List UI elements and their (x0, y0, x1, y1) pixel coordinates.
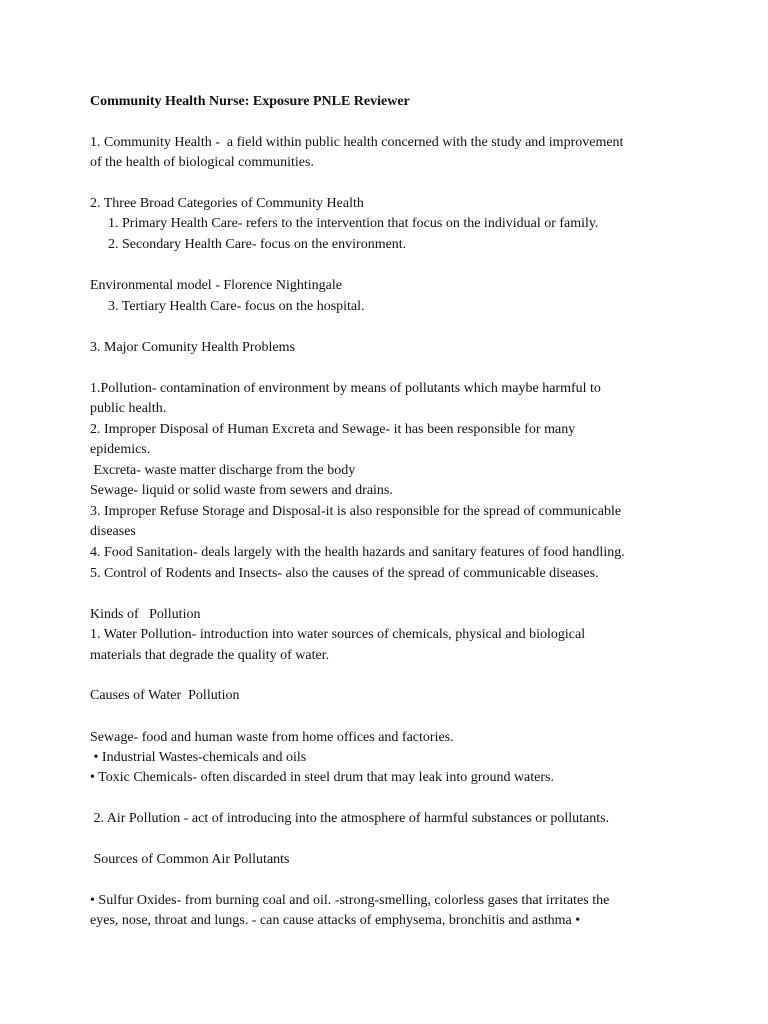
text-line: 3. Tertiary Health Care- focus on the hospital. (108, 299, 365, 314)
text-line: epidemics. (90, 442, 151, 457)
section-heading: Sources of Common Air Pollutants (90, 852, 290, 867)
text-line: 1. Primary Health Care- refers to the intervention that focus on the individual or family. (108, 216, 599, 231)
text-line: 5. Control of Rodents and Insects- also the causes of the spread of communicable diseases. (90, 566, 599, 581)
bullet-item: • Toxic Chemicals- often discarded in steel drum that may leak into ground waters. (90, 770, 554, 785)
text-line: 1.Pollution- contamination of environment by means of pollutants which maybe harmful to (90, 381, 601, 396)
document-title: Community Health Nurse: Exposure PNLE Reviewer (90, 94, 410, 109)
text-line: Environmental model - Florence Nightingale (90, 278, 342, 293)
text-line: 2. Improper Disposal of Human Excreta and Sewage- it has been responsible for many (90, 422, 576, 437)
text-line: of the health of biological communities. (90, 155, 314, 170)
text-line: 3. Improper Refuse Storage and Disposal-it is also responsible for the spread of communicable (90, 504, 622, 519)
section-heading: Kinds of Pollution (90, 607, 201, 622)
text-line: Sewage- food and human waste from home offices and factories. (90, 730, 454, 745)
text-line: 2. Three Broad Categories of Community Health (90, 196, 364, 211)
text-line: 3. Major Comunity Health Problems (90, 340, 295, 355)
text-line: public health. (90, 401, 167, 416)
text-line: 2. Secondary Health Care- focus on the environment. (108, 237, 407, 252)
text-line: 2. Air Pollution - act of introducing into the atmosphere of harmful substances or pollutants. (90, 811, 610, 826)
text-line: 1. Water Pollution- introduction into water sources of chemicals, physical and biological (90, 627, 586, 642)
text-line: materials that degrade the quality of water. (90, 648, 330, 663)
text-line: diseases (90, 524, 136, 539)
text-line: eyes, nose, throat and lungs. - can cause attacks of emphysema, bronchitis and asthma • (90, 913, 581, 928)
text-line: Excreta- waste matter discharge from the body (90, 463, 356, 478)
text-line: Sewage- liquid or solid waste from sewers and drains. (90, 483, 393, 498)
bullet-item: • Sulfur Oxides- from burning coal and oil. -strong-smelling, colorless gases that irritates the (90, 893, 610, 908)
bullet-item: • Industrial Wastes-chemicals and oils (90, 750, 307, 765)
section-heading: Causes of Water Pollution (90, 688, 240, 703)
text-line: 4. Food Sanitation- deals largely with the health hazards and sanitary features of food handling. (90, 545, 625, 560)
text-line: 1. Community Health - a field within public health concerned with the study and improvement (90, 135, 624, 150)
